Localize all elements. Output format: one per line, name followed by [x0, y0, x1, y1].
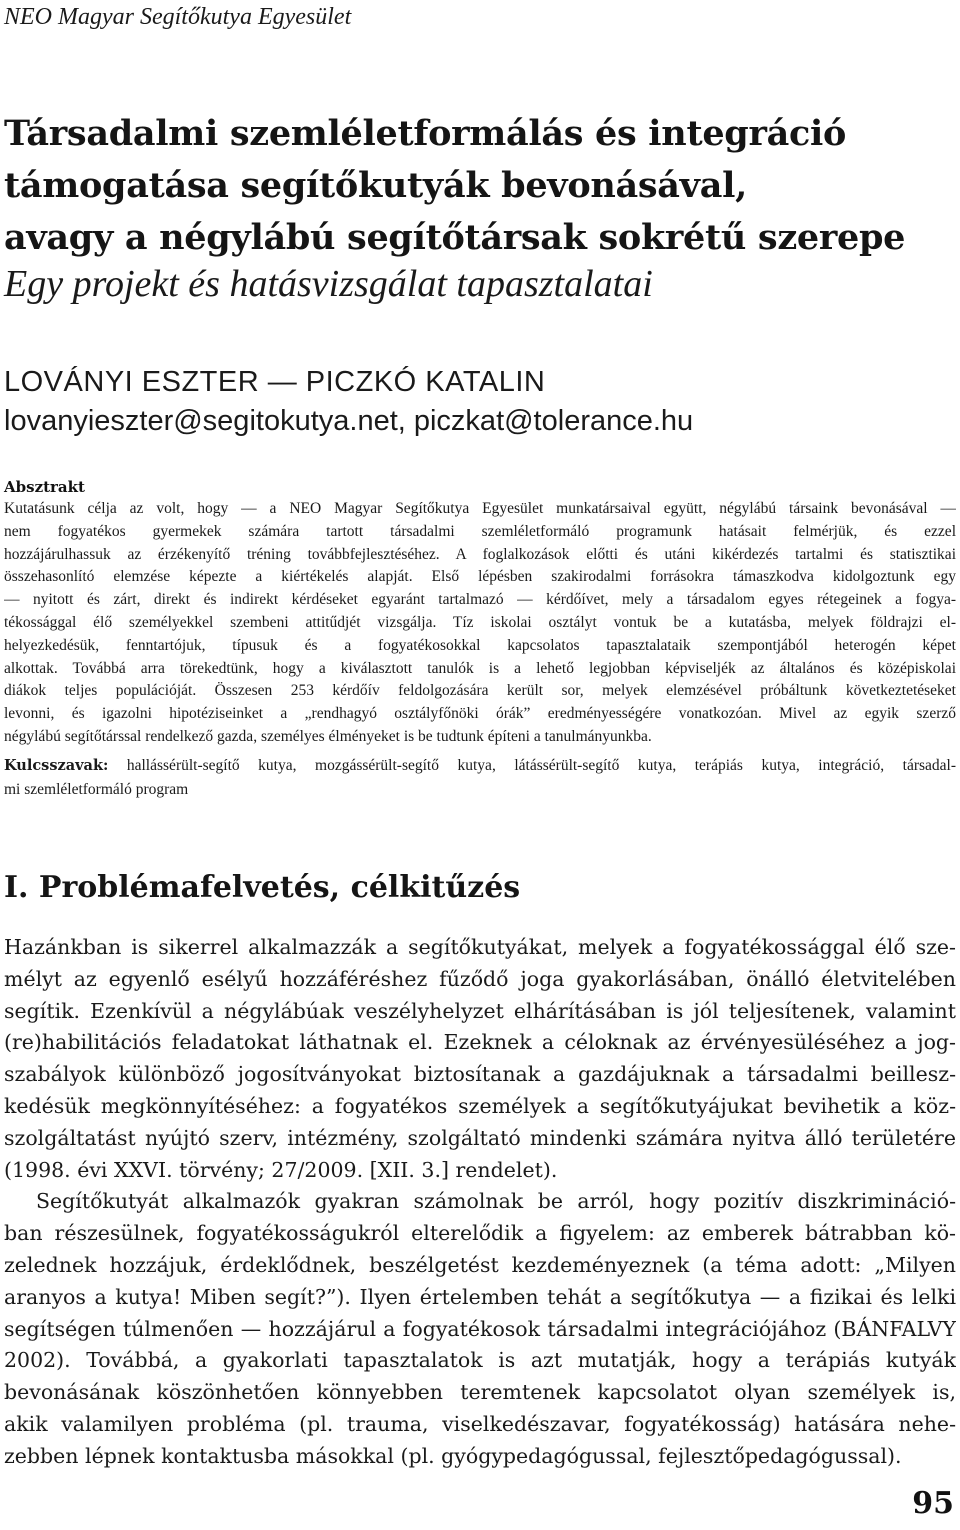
body-line: 2002). Továbbá, a gyakorlati tapasztalatok is azt mutatják, hogy a terápiás kutyák: [4, 1348, 956, 1373]
abstract-line: Kutatásunk célja az volt, hogy — a NEO Magyar Segítőkutya Egyesület munkatársaival együtt, négylábú társaink bevonásával —: [4, 500, 956, 517]
abstract-line: hozzájárulhassuk az érzékenyítő tréning továbbfejlesztéséhez. A foglalkozások előtti és utáni kikérdezés tartalmi és statisztikai: [4, 545, 956, 563]
keywords-line: mi szemléletformáló program: [4, 781, 189, 798]
body-text: [4, 932, 956, 1473]
body-line: akik valamilyen probléma (pl. trauma, viselkedészavar, fogyatékosság) hatására nehe-: [4, 1411, 956, 1436]
body-line: segítik. Ezenkívül a négylábúak veszélyhelyzet elhárításában is jól teljesítenek, valamint: [4, 998, 956, 1023]
title-line: avagy a négylábú segítőtársak sokrétű szerepe: [4, 217, 906, 258]
body-line: szolgáltatást nyújtó szerv, intézmény, szolgáltató mindenki számára nyitva álló területére: [4, 1125, 956, 1150]
body-line: zelednek hozzájuk, érdeklődnek, beszélgetést kezdeményeznek (a téma adott: „Milyen: [4, 1252, 956, 1277]
body-line: zebben lépnek kontaktusba másokkal (pl. gyógypedagógussal, fejlesztőpedagógussal).: [4, 1443, 902, 1468]
body-line: aranyos a kutya! Miben segít?”). Ilyen értelemben tehát a segítőkutya — a fizikai és lelki: [4, 1284, 956, 1309]
abstract-line: helyezkedésük, fenntartójuk, típusuk és a fogyatékosokkal kapcsolatos tapasztalataik szempontjából heterogén képet: [4, 636, 956, 654]
body-line: kedésük megkönnyítéséhez: a fogyatékos személyek a segítőkutyájukat bevihetik a köz-: [4, 1093, 956, 1118]
page-number: 95: [912, 1486, 954, 1521]
abstract-line: négylábú segítőtárssal rendelkező gazda, személyes élményeket is be tudtunk építeni a tanulmányunkba.: [4, 727, 652, 745]
abstract-line: összehasonlító elemzése képezte a kiértékelés alapját. Első lépésben szakirodalmi forrásokra támaszkodva kidolgoztunk egy: [4, 568, 956, 586]
body-line: (re)habilitációs feladatokat láthatnak el. Ezeknek a céloknak az érvényesüléséhez a jog-: [4, 1030, 956, 1055]
body-line: szabályok különböző jogosítványokat biztosítanak a gazdájuknak a társadalmi beillesz-: [4, 1062, 956, 1087]
running-head: NEO Magyar Segítőkutya Egyesület: [4, 4, 352, 30]
keywords-label: Kulcsszavak:: [4, 757, 109, 774]
keywords: [4, 754, 956, 802]
title-line: Társadalmi szemléletformálás és integráció: [4, 113, 847, 154]
authors: LOVÁNYI ESZTER — PICZKÓ KATALIN: [4, 366, 546, 398]
abstract-line: tékossággal élő személyekkel szembeni attitűdjét vizsgálja. Tíz iskolai osztályt vontuk be a kutatásba, melyek földrajzi el-: [4, 613, 956, 631]
body-line: (1998. évi XXVI. törvény; 27/2009. [XII. 3.] rendelet).: [4, 1157, 558, 1182]
abstract-line: — nyitott és zárt, direkt és indirekt kérdéseket egyaránt tartalmazó — kérdőívet, mely a társadalom egyes rétegeinek a fogya-: [4, 591, 956, 609]
title-line: támogatása segítőkutyák bevonásával,: [4, 165, 747, 206]
body-line: segítségen túlmenően — hozzájárul a fogyatékosok társadalmi integrációjához (BÁNFALVY: [4, 1316, 956, 1341]
abstract-line: diákok teljes populációját. Összesen 253 kérdőív feldolgozására került sor, melyek elemzésével próbáltunk következtetéseket: [4, 682, 956, 700]
keywords-line: [4, 754, 956, 778]
abstract-line: alkottak. Továbbá arra törekedtünk, hogy a kiválasztott tanulók is a lehető legjobban képviseljék az általános és középiskolai: [4, 659, 956, 677]
keywords-text: hallássérült-segítő kutya, mozgássérült-segítő kutya, látássérült-segítő kutya, terápiás kutya, integráció, társadal-: [126, 757, 956, 774]
body-line: Segítőkutyát alkalmazók gyakran számolnak be arról, hogy pozitív diszkrimináció-: [36, 1189, 956, 1214]
abstract-heading: Absztrakt: [4, 478, 85, 496]
article-title: [4, 108, 954, 264]
body-line: mélyt az egyenlő esélyű hozzáféréshez fűződő joga gyakorlásában, önálló életvitelében: [4, 966, 956, 991]
body-line: Hazánkban is sikerrel alkalmazzák a segítőkutyákat, melyek a fogyatékossággal élő sze-: [4, 935, 956, 959]
abstract-body: [4, 498, 956, 749]
abstract-line: levonni, és igazolni hipotéziseinket a „rendhagyó osztályfőnöki órák” eredményességére vonatkozóan. Mivel az egyik szerző: [4, 705, 956, 723]
section-heading: I. Problémafelvetés, célkitűzés: [4, 870, 521, 905]
body-line: bevonásának köszönhetően könnyebben teremtenek kapcsolatot olyan személyek is,: [4, 1380, 956, 1405]
abstract-line: nem fogyatékos gyermekek számára tartott társadalmi szemléletformáló programunk hatásait felmérjük, és ezzel: [4, 522, 956, 540]
author-emails: lovanyieszter@segitokutya.net, piczkat@tolerance.hu: [4, 405, 694, 437]
article-subtitle: Egy projekt és hatásvizsgálat tapasztalatai: [4, 263, 653, 305]
body-line: ban részesülnek, fogyatékosságukról elterelődik a figyelem: az emberek bátrabban kö-: [4, 1221, 956, 1246]
